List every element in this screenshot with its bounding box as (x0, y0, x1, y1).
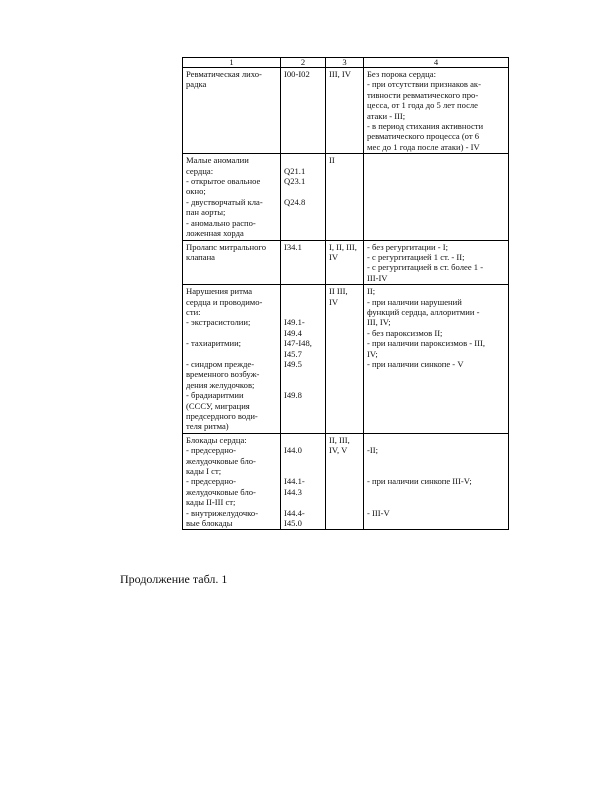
criteria-cell (364, 154, 509, 240)
icd-code-cell: Q21.1 Q23.1 Q24.8 (281, 154, 326, 240)
criteria-cell: -II; - при наличии синкопе III-V; - III-V (364, 433, 509, 530)
icd-code-cell: I49.1- I49.4 I47-I48, I45.7 I49.5 I49.8 (281, 285, 326, 434)
group-cell: II III, IV (326, 285, 364, 434)
disease-cell: Пролапс митрального клапана (183, 240, 281, 285)
criteria-cell: - без регургитации - I; - с регургитацией 1 ст. - II; - с регургитацией в ст. более 1 - III-IV (364, 240, 509, 285)
disease-cell: Нарушения ритма сердца и проводимо- сти: - экстрасистолии; - тахиаритмии; - синдром прежде- временного возбуж- дения желудочков; - брадиаритмии (СССУ, миграция предсердного води- теля ритма) (183, 285, 281, 434)
table-header-row (183, 58, 509, 68)
group-cell: III, IV (326, 68, 364, 154)
header-col-4: 4 (364, 58, 509, 68)
classification-table (182, 57, 509, 530)
table-row-heart-blocks (183, 433, 509, 530)
disease-cell: Малые аномалии сердца: - открытое овальное окно; - двустворчатый кла- пан аорты; - аномально распо- ложенная хорда (183, 154, 281, 240)
criteria-cell: II; - при наличии нарушений функций сердца, аллоритмии - III, IV; - без пароксизмов II; - при наличии пароксизмов - III, IV; - при наличии синкопе - V (364, 285, 509, 434)
table-row-rheumatic-fever (183, 68, 509, 154)
table-row-minor-anomalies (183, 154, 509, 240)
disease-cell: Блокады сердца: - предсердно- желудочковые бло- кады I ст; - предсердно- желудочковые бло- кады II-III ст; - внутрижелудочко- вые блокады (183, 433, 281, 530)
header-col-2: 2 (281, 58, 326, 68)
criteria-cell: Без порока сердца: - при отсутствии признаков ак- тивности ревматического про- цесса, от 1 года до 5 лет после атаки - III; - в период стихания активности ревматического процесса (от 6 мес до 1 года после атаки) - IV (364, 68, 509, 154)
icd-code-cell: I00-I02 (281, 68, 326, 154)
icd-code-cell: I44.0 I44.1- I44.3 I44.4- I45.0 (281, 433, 326, 530)
icd-code-cell: I34.1 (281, 240, 326, 285)
table-row-arrhythmias (183, 285, 509, 434)
header-col-3: 3 (326, 58, 364, 68)
header-col-1: 1 (183, 58, 281, 68)
group-cell: II (326, 154, 364, 240)
group-cell: II, III, IV, V (326, 433, 364, 530)
group-cell: I, II, III, IV (326, 240, 364, 285)
disease-cell: Ревматическая лихо- радка (183, 68, 281, 154)
table-row-mitral-prolapse (183, 240, 509, 285)
table-continuation-label: Продолжение табл. 1 (120, 572, 228, 586)
